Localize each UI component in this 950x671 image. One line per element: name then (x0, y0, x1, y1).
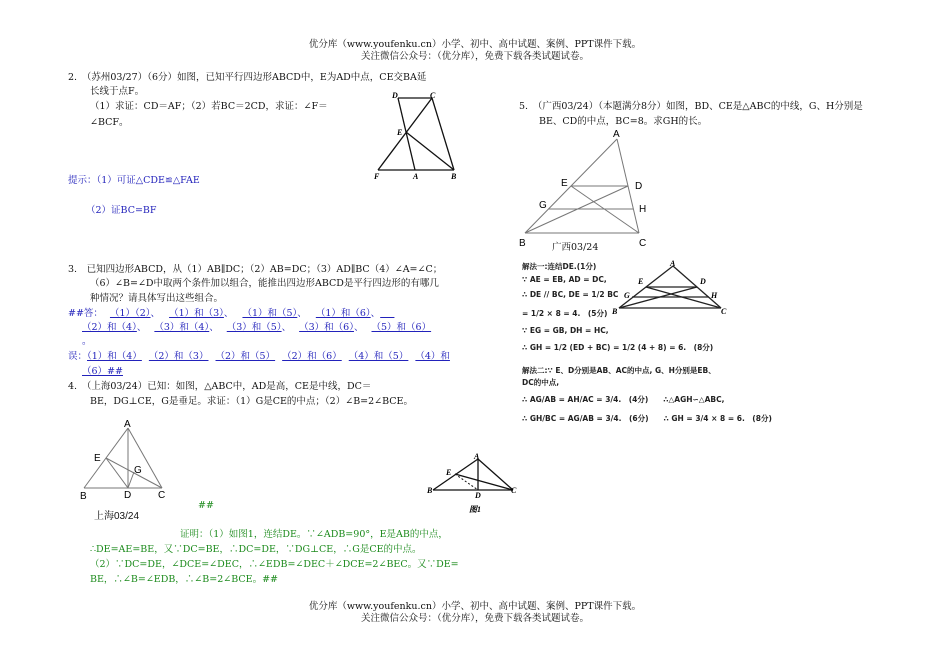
q2-hint-2: （2）证BC=BF (86, 205, 157, 216)
q5-solution-2-step-2: ∴ GH/BC = AG/AB = 3/4. (6分) ∴ GH = 3/4 × 8 = 6. (8分) (522, 414, 772, 423)
q3-answer-item: （3）和（4） (154, 322, 210, 333)
q3-answer-item: （2）和（4） (82, 322, 137, 333)
q3-line-2: （6）∠B=∠D中取两个条件加以组合，能推出四边形ABCD是平行四边形的有哪几 (90, 278, 439, 289)
q3-answer-end: 。 (82, 336, 92, 347)
header-line-2: 关注微信公众号：（优分库），免费下载各类试题试卷。 (360, 51, 589, 62)
q3-wrong-item: （4）和（5） (348, 351, 409, 362)
footer-line-2: 关注微信公众号：（优分库），免费下载各类试题试卷。 (360, 613, 589, 624)
q4-fig1-caption: 图1 (469, 505, 481, 514)
q4-figure-1 (425, 450, 525, 518)
q5-sol-fig-label-d: D (700, 277, 706, 286)
q5-fig-label-c: C (639, 238, 647, 249)
q2-line-2: 长线于点F。 (90, 86, 145, 97)
q5-sol-fig-label-a: A (670, 259, 676, 268)
q5-solution-1-step-4: ∵ EG = GB, DH = HC, (522, 326, 609, 335)
q4-line-1: 4. （上海03/24）已知：如图，△ABC中，AD是高，CE是中线，DC＝ (68, 381, 372, 392)
q5-sol-fig-label-h: H (711, 291, 718, 300)
q3-wrong-item: （2）和（5） (215, 351, 276, 362)
q5-solution-1-step-3: = 1/2 × 8 = 4. (5分) (522, 309, 608, 318)
q4-fig-label-a: A (124, 419, 131, 430)
q4-fig-label-c: C (158, 490, 166, 501)
q2-hint-1: 提示：（1）可证△CDE≌△FAE (68, 175, 200, 186)
q4-line-2: BE，DG⊥CE，G是垂足。求证：（1）G是CE的中点；（2）∠B=2∠BCE。 (90, 396, 413, 407)
q3-answer-item: （1）（2） (109, 308, 151, 319)
q5-solution-1-step-5: ∴ GH = 1/2 (ED + BC) = 1/2 (4 + 8) = 6. (8分) (522, 343, 714, 352)
q5-line-1: 5. （广西03/24）（本题满分8分）如图，BD、CE是△ABC的中线，G、H分别是 (519, 101, 863, 112)
q5-sol-fig-label-e: E (638, 277, 644, 286)
q3-line-1: 3. 已知四边形ABCD，从（1）AB∥DC；（2）AB=DC；（3）AD∥BC（4）∠A=∠C； (68, 264, 443, 275)
q5-line-2: BE、CD的中点，BC=8。求GH的长。 (539, 116, 708, 127)
q2-figure (370, 90, 470, 182)
q2-line-3: （1）求证：CD＝AF；（2）若BC＝2CD，求证：∠F＝ (90, 101, 328, 112)
header-line-1: 优分库（www.youfenku.cn）小学、初中、高中试题、案例、PPT课件下载。 (308, 39, 642, 50)
q2-fig-label-d: D (392, 91, 398, 100)
q2-fig-label-b: B (451, 172, 457, 181)
q3-wrong-item: （4）和 (415, 351, 450, 362)
q2-line-1: 2. （苏州03/27）（6分）如图，已知平行四边形ABCD中，E为AD中点，CE交BA延 (68, 72, 427, 83)
q4-figure (78, 418, 178, 503)
q4-fig-label-g: G (134, 465, 142, 476)
q5-sol-fig-label-c: C (721, 307, 727, 316)
q5-fig-label-e: E (561, 178, 568, 189)
q3-answer-item: （1）和（3） (169, 308, 224, 319)
q3-answer-row-2: （2）和（4）、 （3）和（4）、 （3）和（5）、 （3）和（6）、 （5）和（6） (82, 322, 432, 333)
q4-fig1-label-c: C (511, 486, 517, 495)
q4-proof-3: （2）∵DC=DE，∠DCE=∠DEC，∴∠EDB=∠DEC＋∠DCE=2∠BEC。又∵DE= (90, 559, 459, 570)
q4-hashmark: ## (198, 500, 214, 511)
q3-answer-item: （1）和（5） (242, 308, 298, 319)
footer-line-1: 优分库（www.youfenku.cn）小学、初中、高中试题、案例、PPT课件下载。 (308, 601, 642, 612)
q5-sol-fig-label-g: G (624, 291, 630, 300)
q5-solution-2-step-1: ∴ AG/AB = AH/AC = 3/4. (4分) ∴△AGH∽△ABC, (522, 395, 725, 404)
q3-wrong-item: （2）和（6） (282, 351, 342, 362)
q2-fig-label-a: A (413, 172, 419, 181)
q2-fig-label-f: F (374, 172, 380, 181)
q4-figure-caption: 上海03/24 (94, 511, 140, 522)
q2-line-4: ∠BCF。 (90, 117, 129, 128)
q5-figure-caption: 广西03/24 (552, 242, 599, 253)
q5-solution-2-title-2: DC的中点, (522, 378, 560, 387)
q3-wrong-item: （2）和（3） (148, 351, 209, 362)
q4-fig1-label-a: A (474, 452, 480, 461)
q4-fig1-label-d: D (475, 491, 481, 500)
q5-fig-label-d: D (635, 181, 643, 192)
q4-fig1-label-b: B (427, 486, 433, 495)
q5-figure (515, 127, 655, 252)
q4-proof-4: BE，∴∠B=∠EDB，∴∠B=2∠BCE。## (90, 574, 278, 585)
q2-fig-label-c: C (430, 91, 436, 100)
q4-fig-label-d: D (124, 490, 132, 501)
q5-solution-1-step-1: ∵ AE = EB, AD = DC, (522, 275, 607, 284)
q4-fig-label-e: E (94, 453, 101, 464)
q3-wrong-end: （6）## (82, 366, 123, 377)
q4-proof-1: 证明：（1）如图1，连结DE。∵∠ADB=90°，E是AB的中点， (180, 529, 448, 540)
q3-answer-item: （3）和（5） (226, 322, 282, 333)
q3-wrong-prefix: 误： (68, 351, 88, 362)
q3-answer-row-1: ##答： （1）（2）、 （1）和（3）、 （1）和（5）、 （1）和（6）、 (68, 308, 381, 319)
q5-solution-2-title: 解法二:∵ E、D分别是AB、AC的中点, G、H分别是EB、 (522, 366, 716, 375)
q5-fig-label-b: B (519, 238, 526, 249)
q5-fig-label-a: A (613, 129, 620, 140)
q4-proof-2: ∴DE=AE=BE，又∵DC=BE，∴DC=DE，∵DG⊥CE，∴G是CE的中点。 (90, 544, 422, 555)
q5-solution-figure (612, 259, 727, 317)
q3-answer-prefix: ##答： (68, 308, 103, 319)
q5-fig-label-h: H (639, 204, 647, 215)
q2-fig-label-e: E (397, 128, 403, 137)
q5-fig-label-g: G (539, 200, 547, 211)
q3-wrong-item: （1）和（4） (87, 351, 142, 362)
q3-wrong-row (68, 350, 450, 363)
q3-answer-item: （3）和（6） (299, 322, 354, 333)
q5-sol-fig-label-b: B (612, 307, 618, 316)
q4-fig1-label-e: E (446, 468, 452, 477)
q4-fig-label-b: B (80, 491, 87, 502)
q5-solution-1-title: 解法一:连结DE.(1分) (522, 262, 597, 271)
q3-answer-item: （1）和（6） (315, 308, 371, 319)
q3-answer-item: （5）和（6） (371, 322, 432, 333)
q3-line-3: 种情况？请具体写出这些组合。 (90, 293, 224, 304)
q5-solution-1-step-2: ∴ DE // BC, DE = 1/2 BC (522, 290, 619, 299)
